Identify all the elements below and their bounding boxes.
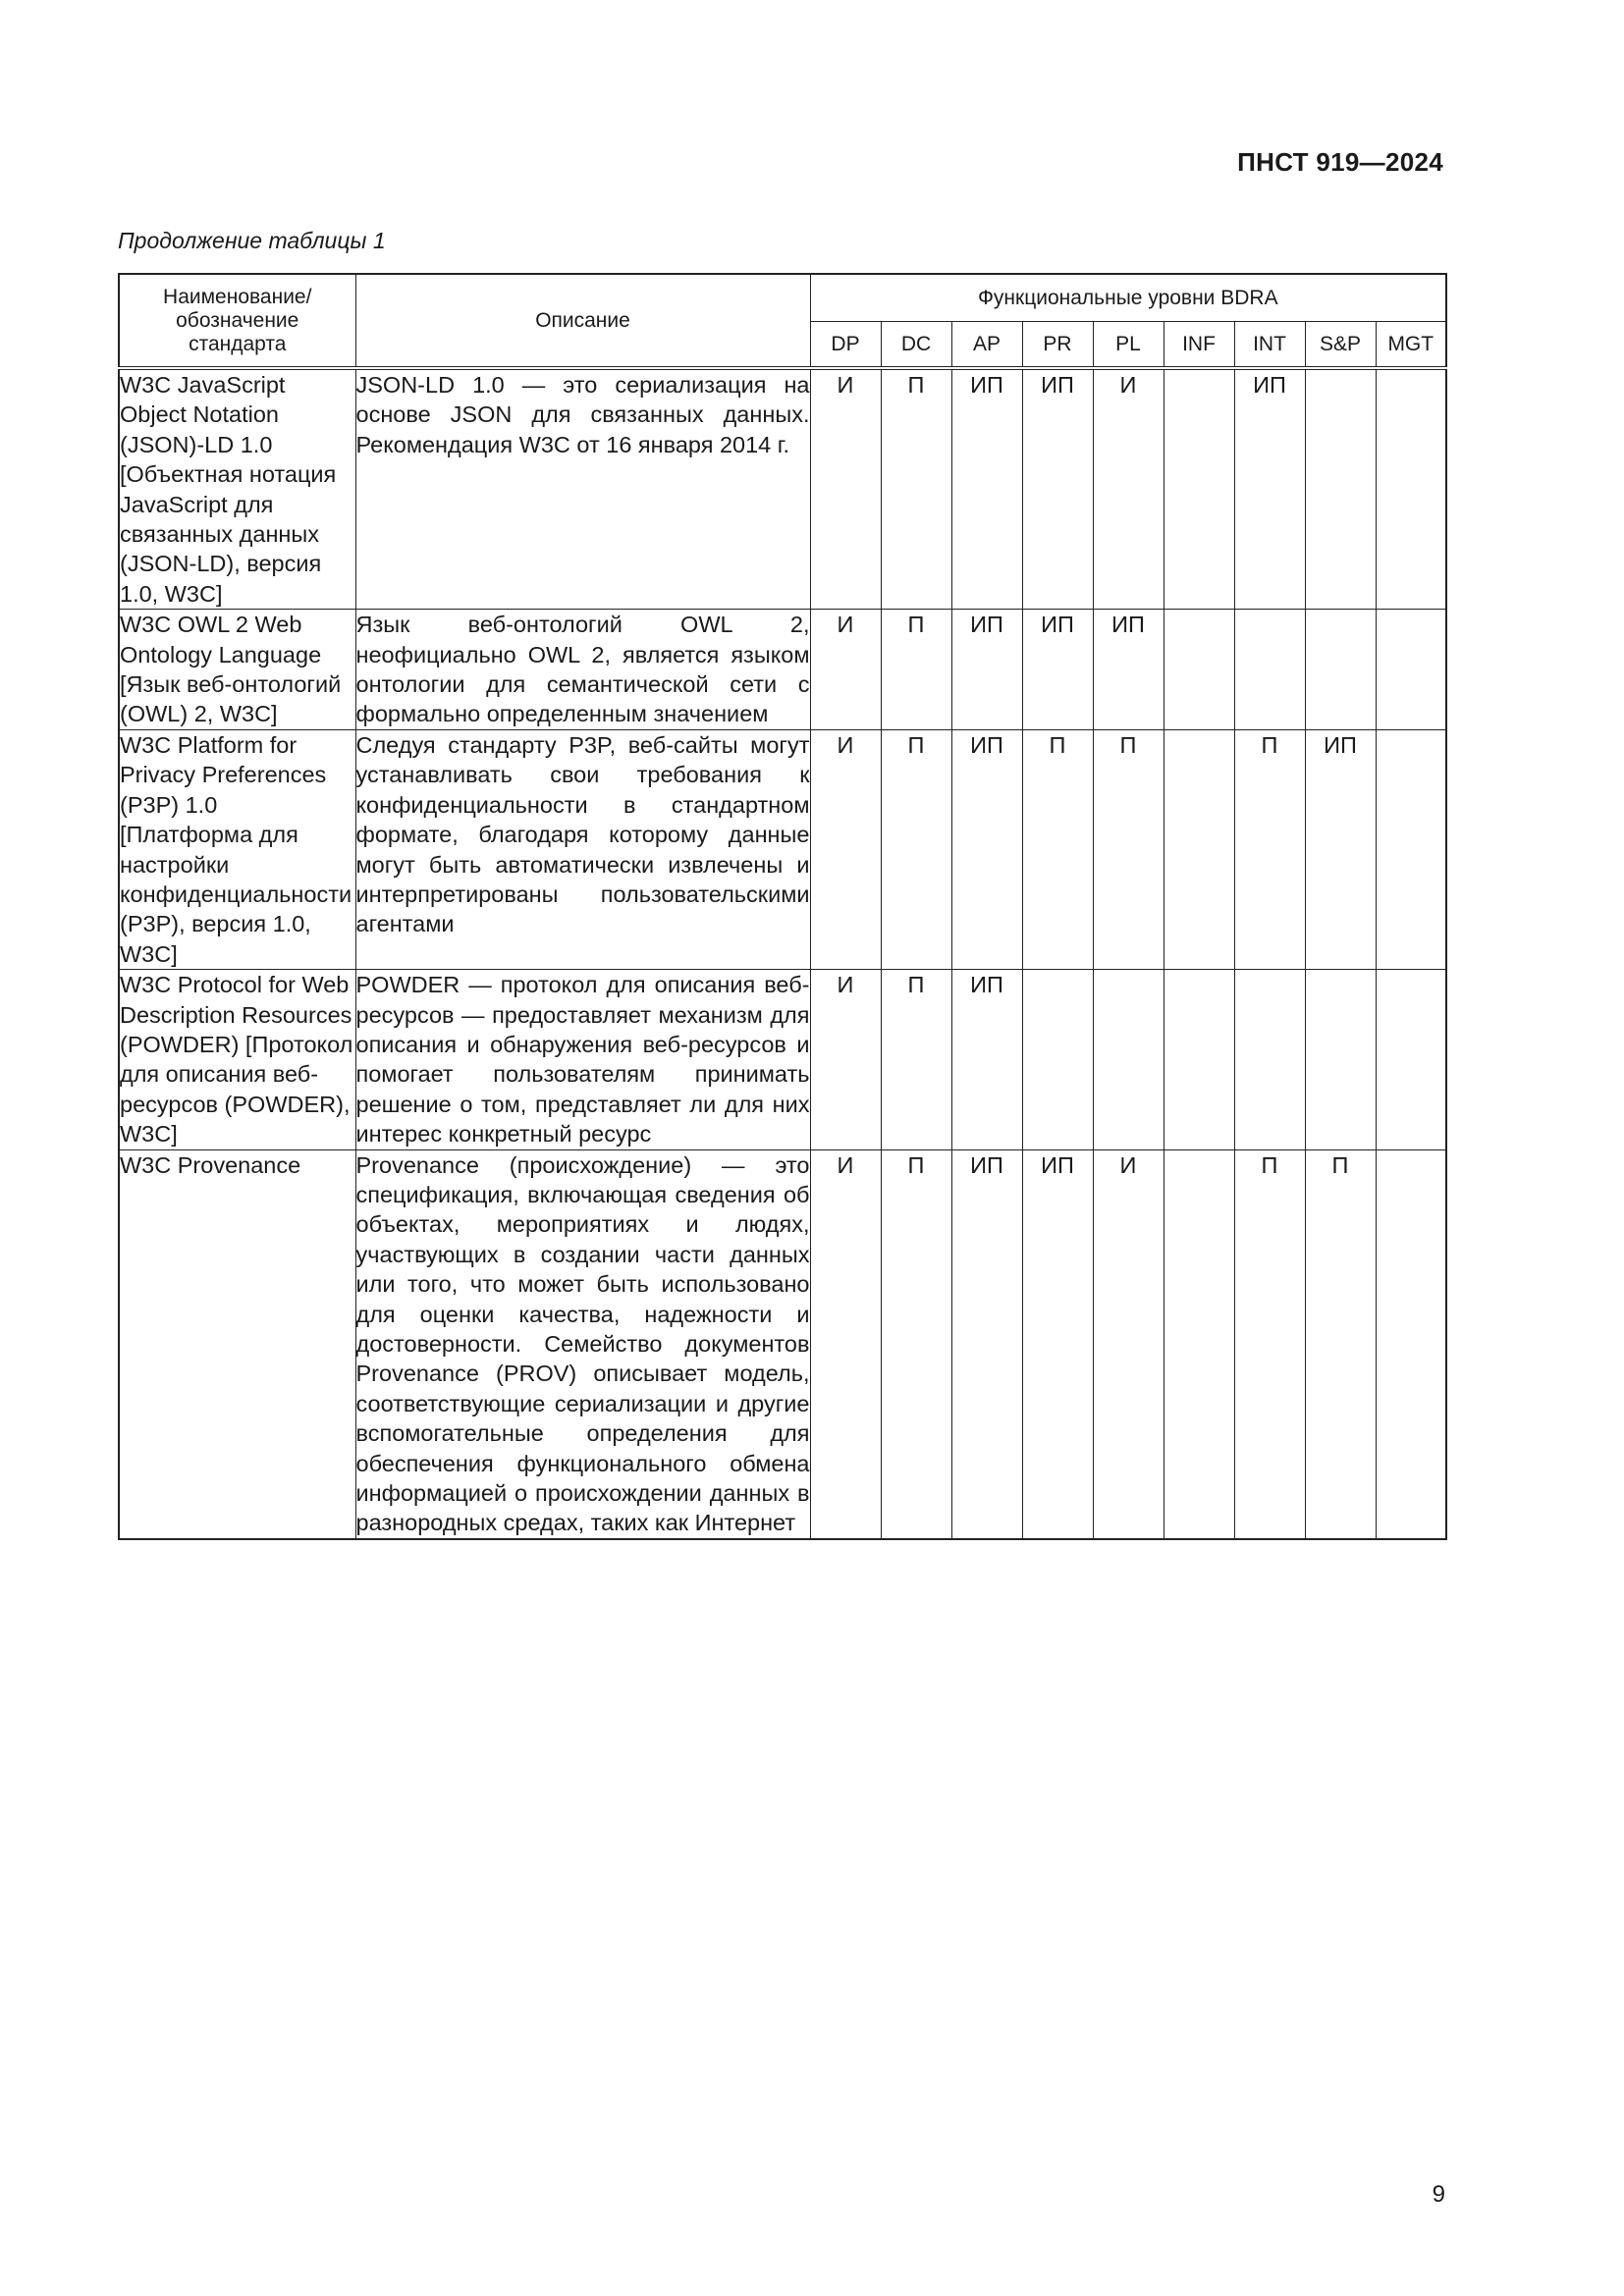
level-cell-inf — [1164, 729, 1234, 969]
header-name: Наименование/ обозначение стандарта — [119, 274, 355, 368]
level-cell-int: ИП — [1234, 368, 1305, 610]
level-cell-ap: ИП — [951, 970, 1022, 1149]
level-cell-ap: ИП — [951, 368, 1022, 610]
level-cell-mgt — [1376, 368, 1446, 610]
level-cell-pl: ИП — [1093, 610, 1164, 730]
header-level-ap: AP — [951, 322, 1022, 369]
level-cell-mgt — [1376, 970, 1446, 1149]
table-body — [119, 368, 1446, 1539]
standard-name: W3C Protocol for Web Description Resources (POWDER) [Протокол для описания веб-ресурсов (POWDER), W3C] — [119, 970, 355, 1149]
level-cell-pl: И — [1093, 368, 1164, 610]
level-cell-ap: ИП — [951, 610, 1022, 730]
level-cell-pl — [1093, 970, 1164, 1149]
table-row — [119, 610, 1446, 730]
level-cell-sp: ИП — [1305, 729, 1376, 969]
level-cell-dp: И — [810, 729, 881, 969]
level-cell-sp — [1305, 610, 1376, 730]
level-cell-dc: П — [881, 368, 951, 610]
level-cell-dp: И — [810, 970, 881, 1149]
header-level-int: INT — [1234, 322, 1305, 369]
level-cell-int: П — [1234, 1149, 1305, 1539]
level-cell-ap: ИП — [951, 1149, 1022, 1539]
table-row — [119, 729, 1446, 969]
header-level-mgt: MGT — [1376, 322, 1446, 369]
level-cell-dp: И — [810, 1149, 881, 1539]
standard-name: W3C Platform for Privacy Preferences (P3P) 1.0 [Платформа для настройки конфиденциальности (P3P), версия 1.0, W3C] — [119, 729, 355, 969]
table-row — [119, 368, 1446, 610]
standard-description: JSON-LD 1.0 — это сериализация на основе JSON для связанных данных. Рекомендация W3C от 16 января 2014 г. — [355, 368, 810, 610]
level-cell-int — [1234, 970, 1305, 1149]
level-cell-sp — [1305, 368, 1376, 610]
level-cell-pl: П — [1093, 729, 1164, 969]
level-cell-dc: П — [881, 970, 951, 1149]
level-cell-inf — [1164, 368, 1234, 610]
level-cell-pr: ИП — [1022, 610, 1093, 730]
standards-table — [118, 273, 1447, 1540]
level-cell-inf — [1164, 1149, 1234, 1539]
level-cell-dp: И — [810, 610, 881, 730]
header-levels-group: Функциональные уровни BDRA — [810, 274, 1446, 322]
level-cell-mgt — [1376, 1149, 1446, 1539]
level-cell-mgt — [1376, 610, 1446, 730]
header-level-pr: PR — [1022, 322, 1093, 369]
level-cell-pr — [1022, 970, 1093, 1149]
standard-name: W3C OWL 2 Web Ontology Language [Язык веб-онтологий (OWL) 2, W3C] — [119, 610, 355, 730]
standard-description: Язык веб-онтологий OWL 2, неофициально OWL 2, является языком онтологии для семантической сети с формально определенным значением — [355, 610, 810, 730]
level-cell-inf — [1164, 970, 1234, 1149]
level-cell-dc: П — [881, 1149, 951, 1539]
level-cell-pl: И — [1093, 1149, 1164, 1539]
header-level-dc: DC — [881, 322, 951, 369]
level-cell-sp — [1305, 970, 1376, 1149]
table-caption: Продолжение таблицы 1 — [118, 228, 386, 253]
standard-description: POWDER — протокол для описания веб-ресурсов — предоставляет механизм для описания и обнаружения веб-ресурсов и помогает пользователям принимать решение о том, представляет ли для них интерес конкретный ресурс — [355, 970, 810, 1149]
table-row — [119, 970, 1446, 1149]
level-cell-pr: ИП — [1022, 1149, 1093, 1539]
level-cell-inf — [1164, 610, 1234, 730]
level-cell-pr: П — [1022, 729, 1093, 969]
level-cell-dc: П — [881, 610, 951, 730]
level-cell-mgt — [1376, 729, 1446, 969]
header-level-inf: INF — [1164, 322, 1234, 369]
level-cell-ap: ИП — [951, 729, 1022, 969]
header-level-dp: DP — [810, 322, 881, 369]
level-cell-int: П — [1234, 729, 1305, 969]
header-level-sp: S&P — [1305, 322, 1376, 369]
level-cell-dc: П — [881, 729, 951, 969]
standard-description: Следуя стандарту P3P, веб-сайты могут устанавливать свои требования к конфиденциальности в стандартном формате, благодаря которому данные могут быть автоматически извлечены и интерпретированы пользовательскими агентами — [355, 729, 810, 969]
header-level-pl: PL — [1093, 322, 1164, 369]
standard-name: W3C JavaScript Object Notation (JSON)-LD 1.0 [Объектная нотация JavaScript для связанных данных (JSON-LD), версия 1.0, W3C] — [119, 368, 355, 610]
level-cell-int — [1234, 610, 1305, 730]
level-cell-sp: П — [1305, 1149, 1376, 1539]
document-id: ПНСТ 919—2024 — [1237, 147, 1443, 177]
table-row — [119, 1149, 1446, 1539]
page-number: 9 — [1432, 2181, 1445, 2208]
standard-description: Provenance (происхождение) — это спецификация, включающая сведения об объектах, мероприятиях и людях, участвующих в создании части данных или того, что может быть использовано для оценки качества, надежности и достоверности. Семейство документов Provenance (PROV) описывает модель, соответствующие сериализации и другие вспомогательные определения для обеспечения функционального обмена информацией о происхождении данных в разнородных средах, таких как Интернет — [355, 1149, 810, 1539]
standard-name: W3C Provenance — [119, 1149, 355, 1539]
level-cell-dp: И — [810, 368, 881, 610]
header-description: Описание — [355, 274, 810, 368]
level-cell-pr: ИП — [1022, 368, 1093, 610]
